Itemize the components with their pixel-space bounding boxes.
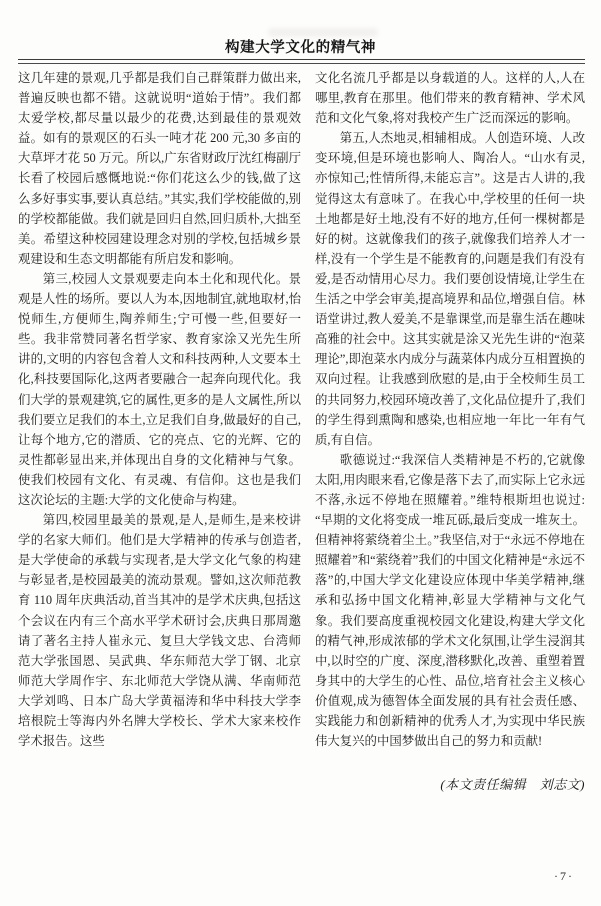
- paragraph-point-four: 第四,校园里最美的景观,是人,是师生,是来校讲学的名家大师们。他们是大学精神的传承与创造者,是大学使命的承载与实现者,是大学文化气象的构建与彰显者,是校园最美的流动景观。譬如,这次师范教育 110 周年庆典活动,首当其冲的是学术庆典,包括这个会议在内有三个高水平学术研讨会,庆典日那周邀请了著名主持人崔永元、复旦大学钱文忠、台湾师范大学张国恩、吴武典、华东师范大学丁钢、北京师范大学周作宇、东北师范大学饶从满、华南师范大学刘鸣、日本广岛大学黄福涛和华中科技大学李培根院士等海内外名牌大学校长、学术大家来校作学术报告。这些: [18, 513, 301, 749]
- header-rule: [18, 59, 585, 64]
- article-body: [18, 68, 585, 795]
- paragraph-closing: 歌德说过:“我深信人类精神是不朽的,它就像太阳,用肉眼来看,它像是落下去了,而实际上它永远不落,永远不停地在照耀着。”维特根斯坦也说过:“早期的文化将变成一堆瓦砾,最后变成一堆灰土。但精神将萦绕着尘土。”我坚信,对于“永远不停地在照耀着”和“萦绕着”我们的中国文化精神是“永远不落”的,中国大学文化建设应体现中华美学精神,继承和弘扬中国文化精神,彰显大学精神与文化气象。我们要高度重视校园文化建设,构建大学文化的精气神,形成浓郁的学术文化氛围,让学生浸润其中,以时空的广度、深度,潜移默化,改善、重塑着置身其中的大学生的心性、品位,培育社会主义核心价值观,成为德智体全面发展的具有社会责任感、实践能力和创新精神的优秀人才,为实现中华民族伟大复兴的中国梦做出自己的努力和贡献!: [315, 452, 585, 749]
- paragraph-point-three: 第三,校园人文景观要走向本土化和现代化。景观是人性的场所。要以人为本,因地制宜,就地取材,怡悦师生,方便师生,陶养师生;宁可慢一些,但要好一些。我非常赞同著名哲学家、教育家涂又光先生所讲的,文明的内容包含着人文和科技两种,人文要本土化,科技要国际化,这两者要融合一起奔向现代化。我们大学的景观建筑,它的属性,更多的是人文属性,所以我们要立足我们的本土,立足我们自身,做最好的自己,让每个地方,它的潜质、它的亮点、它的光辉、它的灵性都彰显出来,并体现出自身的文化精神与气象。使我们校园有文化、有灵魂、有信仰。这也是我们这次论坛的主题:大学的文化使命与构建。: [18, 271, 301, 507]
- running-head-title: 构建大学文化的精气神: [225, 40, 376, 56]
- right-column: [315, 68, 585, 795]
- page-number: ·7·: [554, 869, 574, 883]
- left-column: [18, 68, 301, 795]
- paragraph-continuation: 这几年建的景观,几乎都是我们自己群策群力做出来,普遍反映也都不错。这就说明“道始于情”。我们都太爱学校,都尽量以最少的花费,达到最佳的景观效益。如有的景观区的石头一吨才花 200 元,30 多亩的大草坪才花 50 万元。所以,广东省财政厅沈红梅副厅长看了校园后感慨地说:“你们花这么少的钱,做了这么多好事实事,要认真总结。”其实,我们学校能做的,别的学校都能做。我们就是回归自然,回归质朴,大拙至美。希望这种校园建设理念对别的学校,包括城乡景观建设和生态文明都能有所启发和影响。: [18, 71, 301, 266]
- editor-credit: (本文责任编辑 刘志文): [440, 777, 585, 793]
- paragraph-continuation: 文化名流几乎都是以身载道的人。这样的人,人在哪里,教育在那里。他们带来的教育精神、学术风范和文化气象,将对我校产生广泛而深远的影响。: [315, 71, 585, 126]
- paragraph-point-five: 第五,人杰地灵,相辅相成。人创造环境、人改变环境,但是环境也影响人、陶冶人。“山水有灵,亦惊知己;性情所得,未能忘言”。这是古人讲的,我觉得这太有意味了。在我心中,学校里的任何一块土地都是好土地,没有不好的地方,任何一棵树都是好的树。这就像我们的孩子,就像我们培养人才一样,没有一个学生是不能教育的,问题是我们有没有爱,是否动情用心尽力。我们要创设情境,让学生在生活之中学会审美,提高境界和品位,增强自信。林语堂讲过,教人爱美,不是靠课堂,而是靠生活在趣味高雅的社会中。这其实就是涂又光先生讲的“泡菜理论”,即泡菜水内成分与蔬菜体内成分互相置换的双向过程。让我感到欣慰的是,由于全校师生员工的共同努力,校园环境改善了,文化品位提升了,我们的学生得到熏陶和感染,也相应地一年比一年有气质,有自信。: [315, 131, 585, 447]
